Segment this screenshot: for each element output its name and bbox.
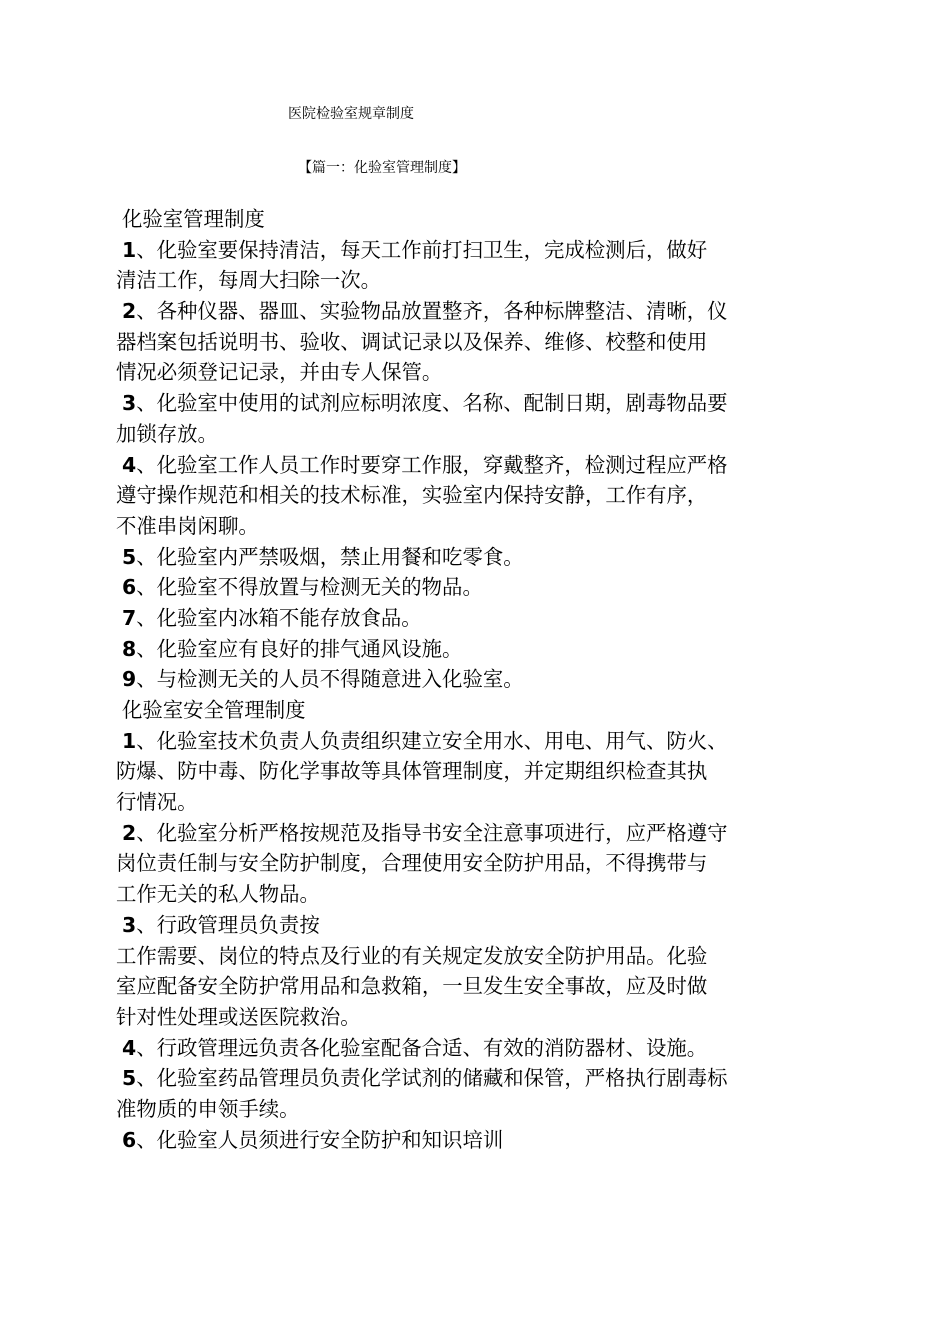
rule-number: 3 [122, 391, 137, 416]
rule-number: 6 [122, 575, 137, 600]
rule-number: 4 [122, 1035, 137, 1060]
rule-text: 、行政管理员负责按 [136, 912, 320, 937]
rule-line: 清洁工作，每周大扫除一次。 [116, 268, 382, 293]
document-title: 医院检验室规章制度 [288, 106, 414, 122]
rule-number: 2 [122, 820, 137, 845]
rule-line [116, 572, 856, 603]
rule-line: 室应配备安全防护常用品和急救箱，一旦发生安全事故，应及时做 [116, 974, 708, 999]
rule-number: 3 [122, 912, 137, 937]
rule-line: 加锁存放。 [116, 421, 218, 446]
document-subtitle: 【篇一：化验室管理制度】 [298, 160, 466, 176]
rule-number: 2 [122, 299, 137, 324]
rule-line: 器档案包括说明书、验收、调试记录以及保养、维修、校整和使用 [116, 329, 708, 354]
rule-line: 情况必须登记记录，并由专人保管。 [116, 360, 443, 385]
rule-text: 、行政管理远负责各化验室配备合适、有效的消防器材、设施。 [136, 1035, 708, 1060]
rule-number: 9 [122, 667, 137, 692]
rule-line: 遵守操作规范和相关的技术标准，实验室内保持安静，工作有序， [116, 483, 708, 508]
rule-line [116, 726, 856, 757]
rule-text: 、化验室不得放置与检测无关的物品。 [136, 575, 483, 600]
rule-line [116, 388, 856, 419]
rule-line: 岗位责任制与安全防护制度，合理使用安全防护用品，不得携带与 [116, 851, 708, 876]
rule-line [116, 542, 856, 573]
rule-text: 、化验室技术负责人负责组织建立安全用水、用电、用气、防火、 [136, 728, 728, 753]
rule-number: 7 [122, 605, 137, 630]
rule-number: 6 [122, 1127, 137, 1152]
rule-number: 4 [122, 452, 137, 477]
rule-line [116, 664, 856, 695]
rule-text: 、化验室中使用的试剂应标明浓度、名称、配制日期，剧毒物品要 [136, 391, 728, 416]
rule-line: 行情况。 [116, 790, 198, 815]
rule-number: 5 [122, 1066, 137, 1091]
rule-text: 、化验室工作人员工作时要穿工作服，穿戴整齐，检测过程应严格 [136, 452, 728, 477]
rule-text: 、化验室内严禁吸烟，禁止用餐和吃零食。 [136, 544, 524, 569]
rule-line [116, 1063, 856, 1094]
rule-text: 、化验室分析严格按规范及指导书安全注意事项进行，应严格遵守 [136, 820, 728, 845]
section-heading-lab-safety: 化验室安全管理制度 [122, 698, 306, 722]
rule-line: 不准串岗闲聊。 [116, 513, 259, 538]
rule-line [116, 235, 856, 266]
rule-number: 1 [122, 237, 137, 262]
rule-line: 防爆、防中毒、防化学事故等具体管理制度，并定期组织检查其执 [116, 759, 708, 784]
rule-line: 针对性处理或送医院救治。 [116, 1004, 361, 1029]
rule-number: 5 [122, 544, 137, 569]
rule-line [116, 296, 856, 327]
rule-text: 、化验室药品管理员负责化学试剂的储藏和保管，严格执行剧毒标 [136, 1066, 728, 1091]
rule-number: 8 [122, 636, 137, 661]
rule-line [116, 634, 856, 665]
rule-number: 1 [122, 728, 137, 753]
rule-line [116, 450, 856, 481]
rule-line: 工作需要、岗位的特点及行业的有关规定发放安全防护用品。化验 [116, 943, 708, 968]
rule-line [116, 603, 856, 634]
rule-line: 准物质的申领手续。 [116, 1096, 300, 1121]
rule-text: 、化验室内冰箱不能存放食品。 [136, 605, 422, 630]
rule-line [116, 1125, 856, 1156]
rule-text: 、化验室人员须进行安全防护和知识培训 [136, 1127, 504, 1152]
rule-text: 、化验室要保持清洁，每天工作前打扫卫生，完成检测后，做好 [136, 237, 708, 262]
rule-line: 工作无关的私人物品。 [116, 882, 320, 907]
document-body [116, 204, 856, 1155]
rule-line [116, 1033, 856, 1064]
rule-line [116, 818, 856, 849]
rule-line [116, 910, 856, 941]
rule-text: 、与检测无关的人员不得随意进入化验室。 [136, 667, 524, 692]
section-heading-lab-management: 化验室管理制度 [122, 207, 265, 231]
rule-text: 、各种仪器、器皿、实验物品放置整齐，各种标牌整洁、清晰，仪 [136, 299, 728, 324]
rule-text: 、化验室应有良好的排气通风设施。 [136, 636, 463, 661]
